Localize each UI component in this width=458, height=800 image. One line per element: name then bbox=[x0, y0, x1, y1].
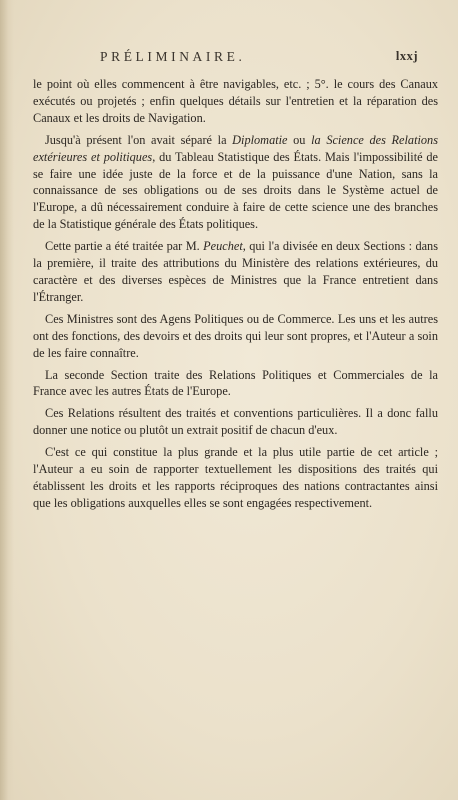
text-segment: Jusqu'à présent l'on avait séparé la bbox=[45, 132, 233, 147]
paragraph bbox=[33, 238, 438, 306]
italic-text: Peuchet bbox=[203, 239, 243, 254]
page-number: lxxj bbox=[395, 49, 418, 63]
text-segment: , qui l'a divisée en deux Sections : dans la première, il traite des attributions du Ministère des relations extérieures, du caractère et des diverses espèces de Ministres que la France entretient dans l'Étranger. bbox=[33, 239, 438, 304]
page-gutter-shadow bbox=[0, 0, 14, 800]
text-segment: Ces Relations résultent des traités et conventions particulières. Il a donc fallu donner une notice ou plutôt un extrait positif de chacun d'eux. bbox=[33, 406, 438, 438]
paragraph bbox=[33, 367, 438, 401]
paragraph bbox=[33, 132, 438, 233]
body-text bbox=[33, 76, 438, 517]
text-segment: , du Tableau Statistique des États. Mais l'impossibilité de se faire une idée juste de la force et de la puissance d'une Nation, sans la connaissance de ses obligations ou de ses droits dans le Système actuel de l'Europe, a dû nécessairement conduire à faire de cette science une des branches de la Statistique générale des États politiques. bbox=[33, 149, 439, 232]
paragraph bbox=[33, 311, 438, 362]
text-segment: Ces Ministres sont des Agens Politiques ou de Commerce. Les uns et les autres ont des fonctions, des devoirs et des droits qui leur sont propres, et l'Auteur a soin de les faire connaître. bbox=[33, 311, 438, 360]
text-segment: C'est ce qui constitue la plus grande et la plus utile partie de cet article ; l'Auteur a eu soin de rapporter textuellement les dispositions des traités qui établissent les droits et les rapports réciproques des nations contractantes ainsi que les obligations auxquelles elles se sont engagées respectivement. bbox=[33, 445, 438, 510]
text-segment: Cette partie a été traitée par M. bbox=[45, 239, 204, 254]
paragraph bbox=[33, 405, 438, 439]
paragraph bbox=[33, 444, 438, 512]
page-header bbox=[0, 49, 458, 67]
running-title: PRÉLIMINAIRE. bbox=[100, 49, 246, 64]
italic-text: Diplomatie bbox=[232, 132, 288, 147]
paragraph bbox=[33, 76, 438, 127]
italic-text: la Science des Relations extérieures et politiques bbox=[33, 132, 438, 164]
text-segment: le point où elles commencent à être navigables, etc. ; 5°. le cours des Canaux exécutés ou projetés ; enfin quelques détails sur l'entretien et la réparation des Canaux et les droits de Navigation. bbox=[33, 77, 438, 125]
text-segment: La seconde Section traite des Relations Politiques et Commerciales de la France avec les autres États de l'Europe. bbox=[33, 367, 438, 399]
text-segment: ou bbox=[287, 132, 312, 147]
